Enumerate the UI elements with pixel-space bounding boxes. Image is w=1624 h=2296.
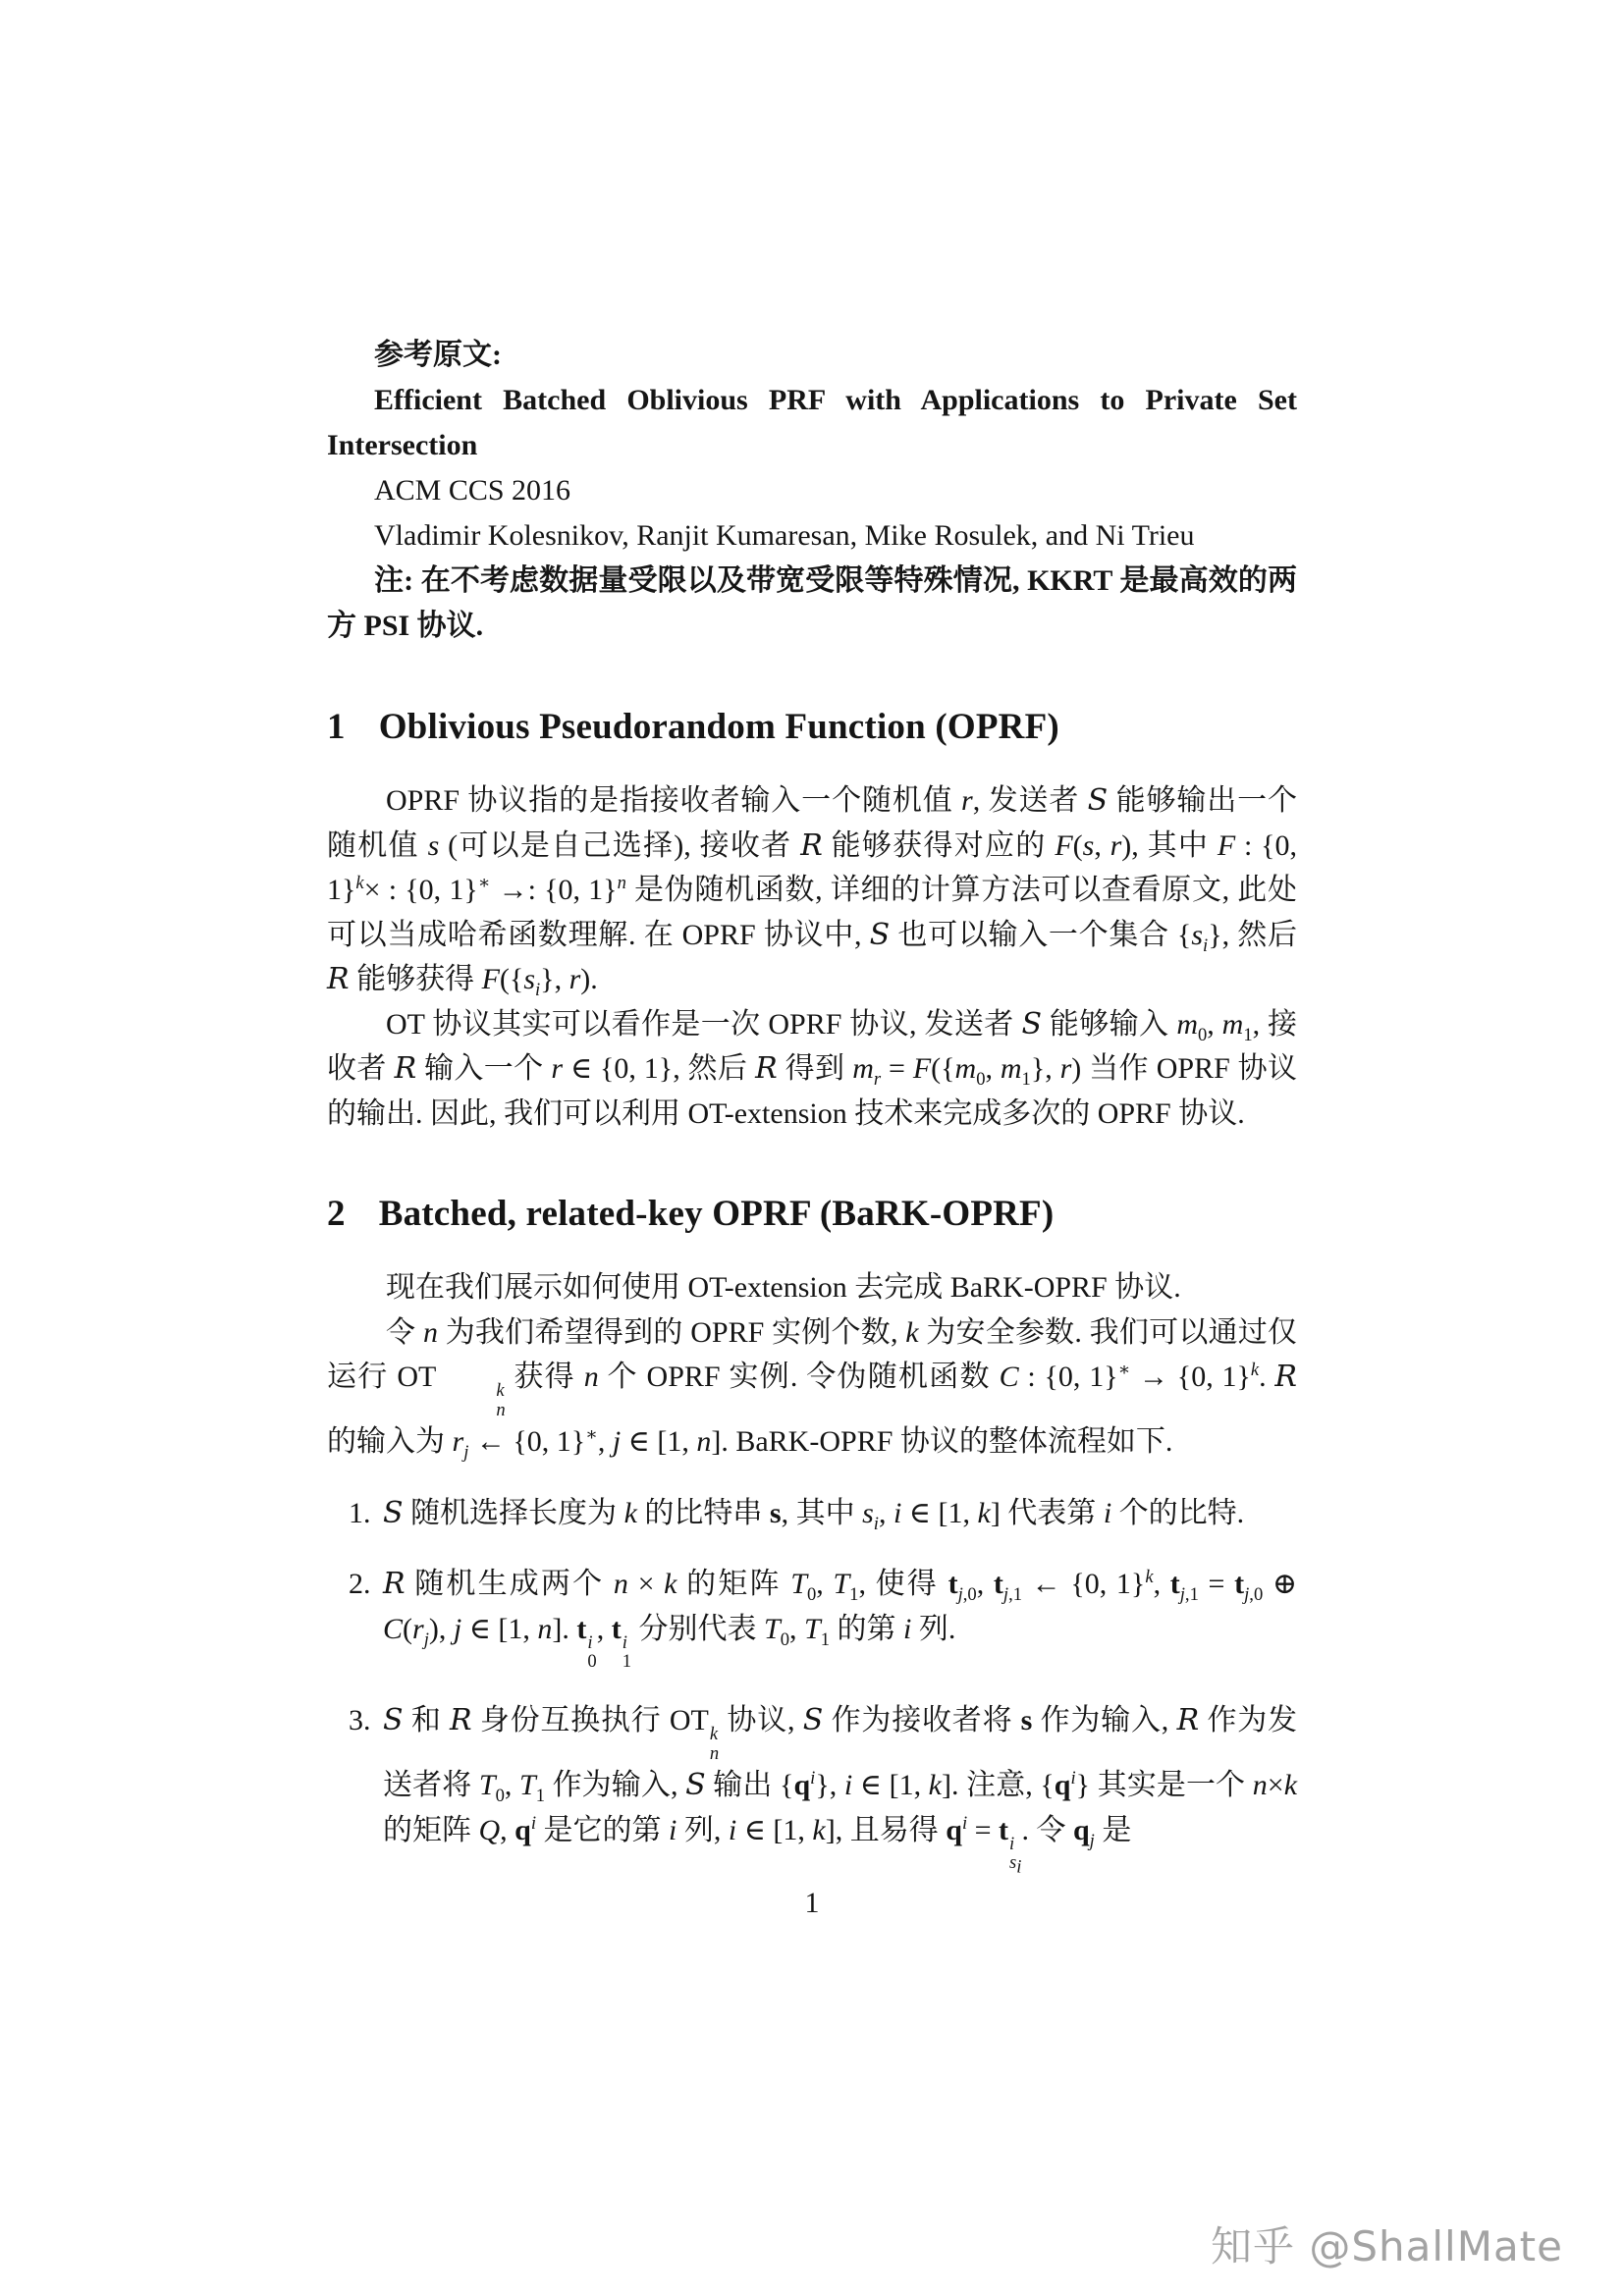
- venue: ACM CCS 2016: [374, 474, 571, 507]
- text-column: [327, 0, 1297, 1904]
- section-2-heading: [327, 1189, 1297, 1240]
- authors: Vladimir Kolesnikov, Ranjit Kumaresan, Mike Rosulek, and Ni Trieu: [374, 519, 1195, 552]
- list-item: [327, 1491, 1297, 1536]
- reference-label: 参考原文:: [374, 339, 502, 371]
- watermark: 知乎 @ShallMate: [1211, 2222, 1563, 2270]
- section-1-title: Oblivious Pseudorandom Function (OPRF): [378, 707, 1059, 747]
- list-item: [327, 1698, 1297, 1878]
- section-1-number: 1: [327, 707, 346, 747]
- section-1-paragraph-2: OT 协议其实可以看作是一次 OPRF 协议, 发送者 S 能够输入 $m_0$, $m_1$, 接收者 R 输入一个 r ∈ {0, 1}, 然后 R 得到 $m_r = F(\{m_0$, $m_1$}, r) 当作 OPRF 协议的输出. 因此, 我们可以利用 OT-extension 技术来完成多次的 OPRF 协议.: [327, 1006, 1298, 1130]
- section-1-heading: [327, 702, 1297, 753]
- section-2-paragraph-1: 现在我们展示如何使用 OT-extension 去完成 BaRK-OPRF 协议.: [386, 1271, 1181, 1304]
- paper-title: Efficient Batched Oblivious PRF with Applications to Private Set Intersection: [327, 384, 1297, 461]
- list-item: [327, 1562, 1297, 1672]
- section-2-paragraph-2: 令 n 为我们希望得到的 OPRF 实例个数, k 为安全参数. 我们可以通过仅运行 OT k n 获得 n 个 OPRF 实例. 令伪随机函数 C : {0, 1}∗ → {0, 1}$^k$. R 的输入为 $r_j$ ← {0, 1}∗, j ∈ [1, n]. BaRK-OPRF 协议的整体流程如下.: [327, 1315, 1298, 1464]
- section-1-paragraph-1: OPRF 协议指的是指接收者输入一个随机值 r, 发送者 S 能够输出一个随机值 s (可以是自己选择), 接收者 R 能够获得对应的 F(s, r), 其中 F : {0, 1}$^k$× : {0, 1}∗ →: {0, 1}$^n$ 是伪随机函数, 详细的计算方法可以查看原文, 此处可以当成哈希函数理解. 在 OPRF 协议中, S 也可以输入一个集合 $\{s_i\}$, 然后 R 能够获得 $F(\{s_i\}$, r).: [327, 783, 1298, 1000]
- list-item-number: 2.: [349, 1568, 371, 1601]
- section-2-title: Batched, related-key OPRF (BaRK-OPRF): [378, 1194, 1055, 1234]
- section-2-number: 2: [327, 1194, 346, 1234]
- list-item-text: S 随机选择长度为 k 的比特串 s, 其中 $s_i$, i ∈ [1, k] 代表第 i 个的比特.: [383, 1495, 1245, 1534]
- page-number: 1: [804, 1887, 820, 1919]
- note: 注: 在不考虑数据量受限以及带宽受限等特殊情况, KKRT 是最高效的两方 PSI 协议.: [327, 564, 1297, 642]
- list-item-number: 3.: [349, 1704, 371, 1736]
- list-item-number: 1.: [349, 1496, 371, 1529]
- protocol-steps-list: [327, 1491, 1297, 1878]
- list-item-text: S 和 R 身份互换执行 OT k n 协议, S 作为接收者将 s 作为输入, R 作为发送者将 $T_0$, $T_1$ 作为输入, S 输出 $\{q^i\}$, i ∈ [1, k]. 注意, $\{q^i\}$ 其实是一个 n×k 的矩阵 Q, $q^i$ 是它的第 i 列, i ∈ [1, k], 且易得 $q^i = t$ i $s_i$ . 令 $q_j$ 是: [383, 1703, 1298, 1879]
- list-item-text: R 随机生成两个 n × k 的矩阵 $T_0$, $T_1$, 使得 $t_{j,0}$, $t_{j,1}$ ← {0, 1}$^k$, $t_{j,1} = t_{j,0}$ ⊕ $C(r_j)$, j ∈ [1, n]. t i 0 , t i 1 分别代表 $T_0$, $T_1$ 的第 i 列.: [383, 1567, 1298, 1673]
